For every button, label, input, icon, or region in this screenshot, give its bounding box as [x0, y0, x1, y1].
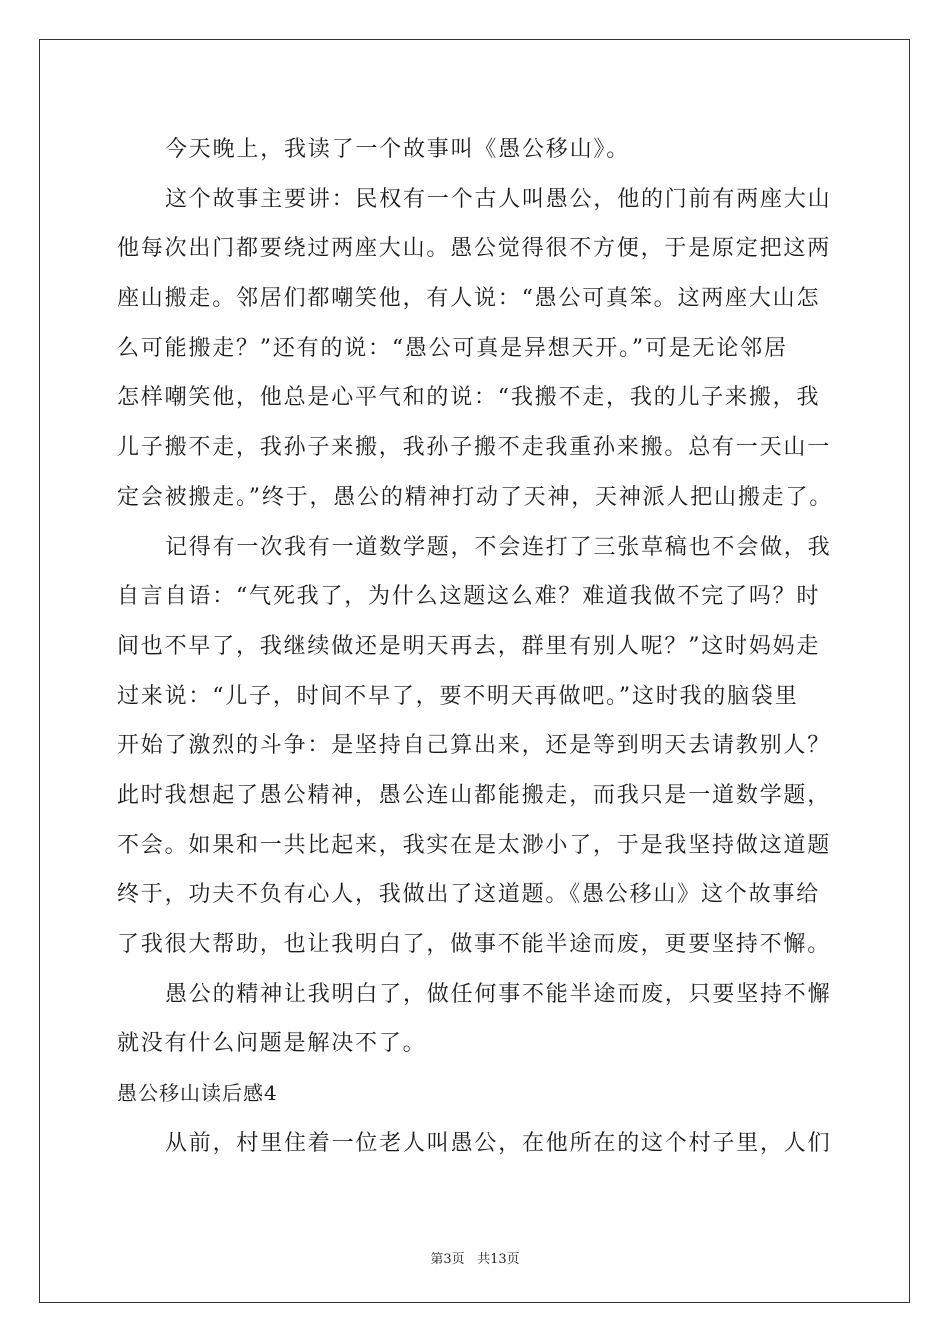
- document-body: [117, 125, 837, 1168]
- paragraph-line: 定会被搬走。”终于，愚公的精神打动了天神，天神派人把山搬走了。: [117, 484, 834, 510]
- paragraph-line: 不会。如果和一共比起来，我实在是太渺小了，于是我坚持做这道题: [117, 832, 832, 858]
- paragraph-line: 就没有什么问题是解决不了。: [117, 1031, 427, 1057]
- page-footer: [0, 1248, 950, 1267]
- page-total: 共13页: [477, 1252, 520, 1267]
- paragraph-line: 今天晚上，我读了一个故事叫《愚公移山》。: [165, 137, 631, 162]
- paragraph-line: 开始了激烈的斗争：是坚持自己算出来，还是等到明天去请教别人？: [117, 733, 832, 759]
- paragraph-line: 座山搬走。邻居们都嘲笑他，有人说：“愚公可真笨。这两座大山怎: [117, 286, 821, 312]
- paragraph-line: 自言自语：“气死我了，为什么这题这么难？难道我做不完了吗？时: [117, 584, 821, 610]
- paragraph-line: 此时我想起了愚公精神，愚公连山都能搬走，而我只是一道数学题，: [117, 782, 832, 808]
- section-heading: 愚公移山读后感4: [117, 1081, 278, 1106]
- paragraph-line: 愚公的精神让我明白了，做任何事不能半途而废，只要坚持不懈: [165, 981, 832, 1007]
- paragraph-line: 怎样嘲笑他，他总是心平气和的说：“我搬不走，我的儿子来搬，我: [117, 385, 821, 411]
- paragraph-line: 过来说：“儿子，时间不早了，要不明天再做吧。”这时我的脑袋里: [117, 683, 799, 709]
- paragraph-line: 他每次出门都要绕过两座大山。愚公觉得很不方便，于是原定把这两: [117, 236, 832, 262]
- paragraph-line: 从前，村里住着一位老人叫愚公，在他所在的这个村子里，人们: [165, 1130, 832, 1156]
- paragraph-line: 么可能搬走？”还有的说：“愚公可真是异想天开。”可是无论邻居: [117, 335, 788, 361]
- paragraph-line: 间也不早了，我继续做还是明天再去，群里有别人呢？”这时妈妈走: [117, 633, 821, 659]
- paragraph-line: 这个故事主要讲：民权有一个古人叫愚公，他的门前有两座大山: [165, 186, 832, 212]
- paragraph-line: 儿子搬不走，我孙子来搬，我孙子搬不走我重孙来搬。总有一天山一: [117, 435, 832, 461]
- paragraph-line: 终于，功夫不负有心人，我做出了这道题。《愚公移山》这个故事给: [117, 882, 821, 908]
- page-number: 第3页: [430, 1252, 465, 1267]
- paragraph-line: 记得有一次我有一道数学题，不会连打了三张草稿也不会做，我: [165, 534, 832, 560]
- paragraph-line: 了我很大帮助，也让我明白了，做事不能半途而废，更要坚持不懈。: [117, 932, 832, 957]
